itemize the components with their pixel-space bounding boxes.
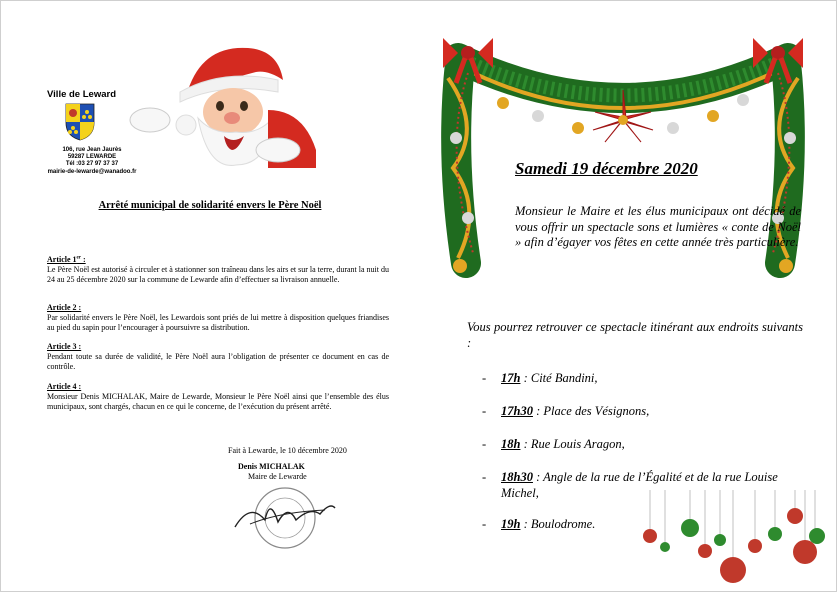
stop-bullet: -	[482, 470, 487, 484]
signer-name: Denis MICHALAK	[238, 462, 305, 471]
address-line: mairie-de-lewarde@wanadoo.fr	[47, 168, 137, 175]
article-1	[47, 253, 389, 285]
town-crest-icon	[65, 103, 95, 141]
article-4	[47, 382, 389, 412]
stop-bullet: -	[482, 437, 487, 451]
town-address	[47, 147, 137, 176]
signature-stamp-icon	[230, 482, 350, 552]
article-2	[47, 303, 389, 333]
stop-time: 17h30	[501, 404, 533, 418]
stop-bullet: -	[482, 371, 487, 385]
santa-illustration-icon	[128, 40, 318, 170]
article-heading: Article 2 :	[47, 303, 82, 312]
stop-time: 18h	[501, 437, 521, 451]
stop-time: 17h	[501, 371, 521, 385]
stop-place: : Place des Vésignons,	[532, 404, 650, 418]
article-text: Par solidarité envers le Père Noël, les Lewardois sont priés de lui mettre à disposition quelques friandises au pied du sapin pour l’encourager à poursuivre sa distribution.	[47, 313, 389, 332]
stop-bullet: -	[482, 404, 487, 418]
article-heading: Article 1er :	[47, 254, 86, 264]
event-date: Samedi 19 décembre 2020	[515, 159, 698, 178]
stop-place: : Rue Louis Aragon,	[520, 437, 625, 451]
signer-role: Maire de Lewarde	[248, 472, 307, 481]
address-line: Tél :03 27 97 37 37	[65, 161, 119, 168]
article-text: Le Père Noël est autorisé à circuler et à stationner son traîneau dans les airs et sur la terre, durant la nuit du 24 au 25 décembre 2020 sur la commune de Lewarde afin d’effectuer sa livraison annuelle.	[47, 264, 389, 284]
address-line: 59287 LEWARDE	[67, 154, 117, 161]
decree-page	[0, 0, 418, 592]
stop-time: 19h	[501, 517, 521, 531]
article-text: Pendant toute sa durée de validité, le Père Noël aura l’obligation de présenter ce document en cas de contrôle.	[47, 352, 389, 371]
article-3	[47, 342, 389, 372]
done-at: Fait à Lewarde, le 10 décembre 2020	[228, 446, 347, 455]
stop-place: : Angle de la rue de l’Égalité et de la rue Louise Michel,	[501, 470, 778, 500]
article-heading: Article 4 :	[47, 382, 82, 391]
stop-place: : Cité Bandini,	[520, 371, 598, 385]
stop-bullet: -	[482, 517, 487, 531]
hanging-baubles-icon	[635, 490, 830, 585]
article-text: Monsieur Denis MICHALAK, Maire de Lewarde, Monsieur le Père Noël ainsi que l’ensemble des élus municipaux, sont chargés, chacun en ce qui le concerne, de l’exécution du présent arrêté.	[47, 392, 389, 411]
stop-place: : Boulodrome.	[520, 517, 596, 531]
stop-time: 18h30	[501, 470, 533, 484]
address-line: 106, rue Jean Jaurès	[62, 147, 122, 153]
article-heading: Article 3 :	[47, 342, 82, 351]
event-lead: Vous pourrez retrouver ce spectacle itinérant aux endroits suivants :	[467, 320, 803, 350]
decree-title: Arrêté municipal de solidarité envers le Père Noël	[98, 200, 322, 211]
event-intro: Monsieur le Maire et les élus municipaux ont décidé de vous offrir un spectacle sons et lumières « conte de Noël » afin d’égayer vos fêtes en cette année très particulière.	[515, 204, 801, 249]
town-name: Ville de Leward	[47, 89, 116, 100]
